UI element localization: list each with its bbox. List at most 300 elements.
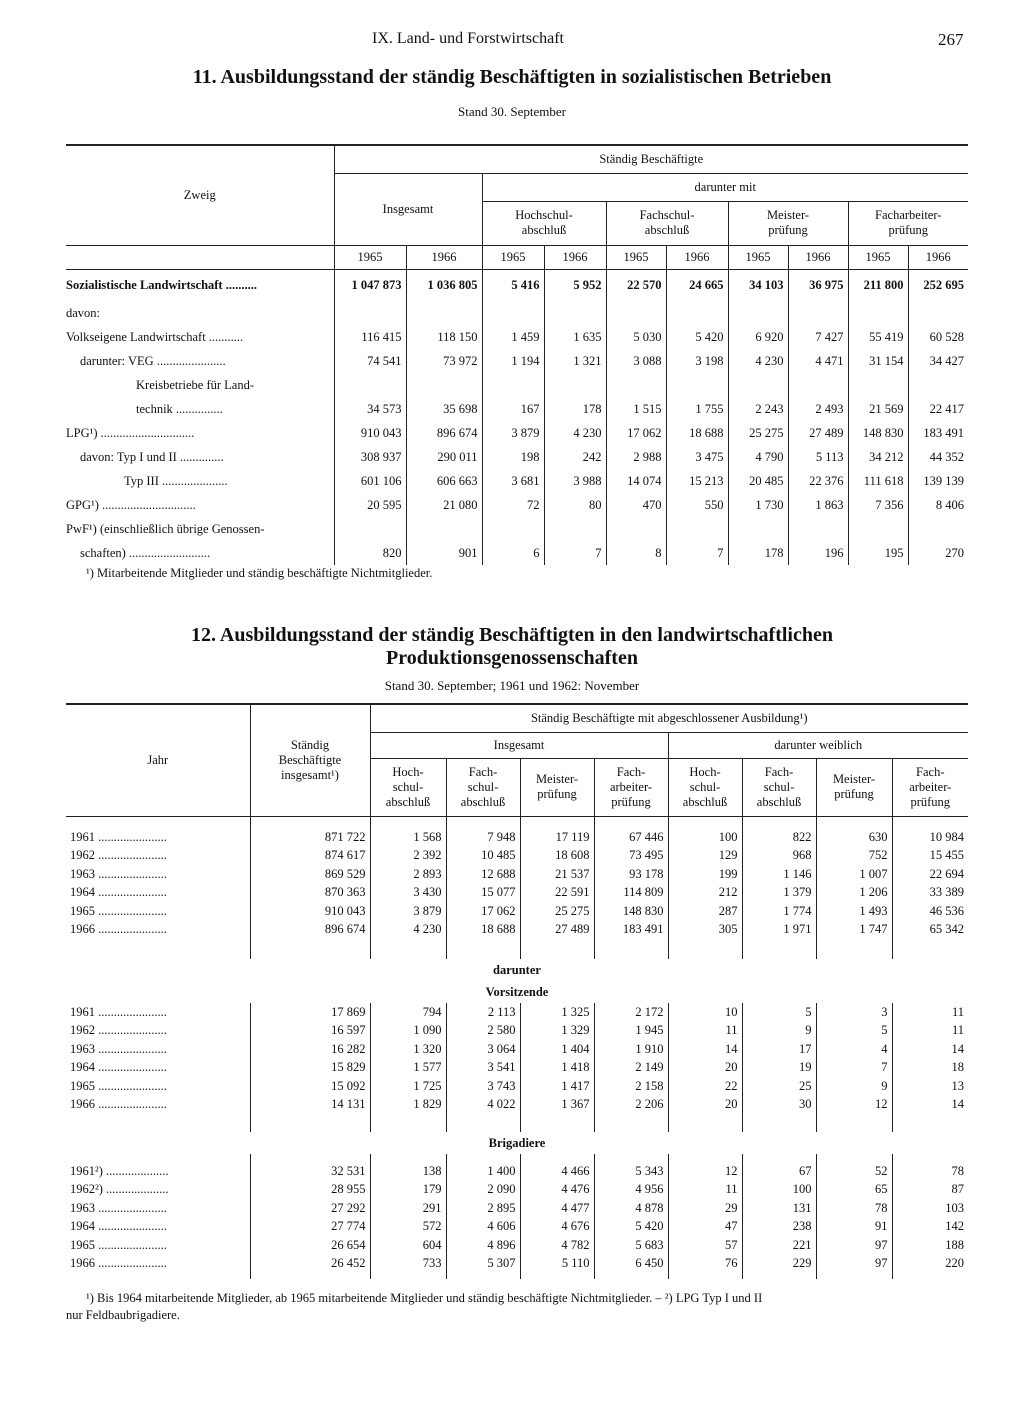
empty-cell: [892, 816, 968, 828]
data-cell: 968: [742, 847, 816, 866]
data-cell: 4 790: [728, 445, 788, 469]
table11-year: 1966: [666, 245, 728, 269]
empty-cell: [66, 816, 250, 828]
data-cell: 4 466: [520, 1162, 594, 1181]
data-cell: 1 320: [370, 1040, 446, 1059]
data-cell: 4 878: [594, 1199, 668, 1218]
data-cell: 2 580: [446, 1022, 520, 1041]
data-cell: 3 475: [666, 445, 728, 469]
data-cell: 27 292: [250, 1199, 370, 1218]
data-cell: 44 352: [908, 445, 968, 469]
page-number: 267: [938, 30, 964, 49]
data-cell: 606 663: [406, 469, 482, 493]
data-cell: 26 452: [250, 1255, 370, 1274]
data-cell: 73 972: [406, 349, 482, 373]
data-cell: [544, 517, 606, 541]
data-cell: 17 119: [520, 828, 594, 847]
empty-cell: [668, 1114, 742, 1132]
table12-col: Fach- schul- abschluß: [446, 758, 520, 816]
table-row: [66, 517, 968, 541]
data-cell: 220: [892, 1255, 968, 1274]
data-cell: [908, 373, 968, 397]
data-cell: 1 568: [370, 828, 446, 847]
table-row: [66, 541, 968, 565]
table11: [66, 144, 968, 565]
data-cell: 65 342: [892, 921, 968, 940]
empty-cell: [742, 1154, 816, 1162]
table12-col: Hoch- schul- abschluß: [370, 758, 446, 816]
row-year: 1966 ......................: [70, 1256, 167, 1271]
spacer-row: [66, 816, 968, 828]
spacer-row: [66, 1154, 968, 1162]
table12-group-header: Ständig Beschäftigte mit abgeschlossener Ausbildung¹): [370, 704, 968, 732]
empty-cell: [250, 1114, 370, 1132]
data-cell: 1 515: [606, 397, 666, 421]
data-cell: 18: [892, 1059, 968, 1078]
table11-year: 1965: [606, 245, 666, 269]
data-cell: 25 275: [728, 421, 788, 445]
data-cell: 131: [742, 1199, 816, 1218]
empty-cell: [446, 816, 520, 828]
empty-cell: [594, 1114, 668, 1132]
data-cell: 183 491: [908, 421, 968, 445]
data-cell: 5 030: [606, 325, 666, 349]
row-year: 1963 ......................: [70, 866, 167, 881]
empty-cell: [446, 1154, 520, 1162]
data-cell: 229: [742, 1255, 816, 1274]
data-cell: 794: [370, 1003, 446, 1022]
data-cell: [334, 373, 406, 397]
data-cell: 1 730: [728, 493, 788, 517]
table11-total-header: Insgesamt: [334, 173, 482, 245]
data-cell: 15 092: [250, 1077, 370, 1096]
darunter-label: [66, 959, 968, 981]
data-cell: 7 427: [788, 325, 848, 349]
data-cell: 10 984: [892, 828, 968, 847]
data-cell: 242: [544, 445, 606, 469]
data-cell: 1 325: [520, 1003, 594, 1022]
data-cell: 5 416: [482, 269, 544, 301]
brigadiere-label: [66, 1132, 968, 1154]
data-cell: 5 110: [520, 1255, 594, 1274]
data-cell: 221: [742, 1236, 816, 1255]
data-cell: 142: [892, 1218, 968, 1237]
empty-cell: [892, 1114, 968, 1132]
data-cell: 25: [742, 1077, 816, 1096]
empty-cell: [594, 939, 668, 959]
table-row: [66, 1218, 968, 1237]
table11-year: 1966: [544, 245, 606, 269]
row-year: 1965 ......................: [70, 1237, 167, 1252]
row-year: 1966 ......................: [70, 922, 167, 937]
row-year: 1965 ......................: [70, 903, 167, 918]
empty-cell: [370, 816, 446, 828]
data-cell: 12: [816, 1096, 892, 1115]
data-cell: 1 971: [742, 921, 816, 940]
data-cell: 820: [334, 541, 406, 565]
table12-footnote-line2: nur Feldbaubrigadiere.: [66, 1308, 180, 1322]
row-year: 1961 ......................: [70, 829, 167, 844]
empty-cell: [250, 816, 370, 828]
data-cell: [334, 517, 406, 541]
row-label: schaften) ..........................: [80, 545, 211, 560]
data-cell: 3 064: [446, 1040, 520, 1059]
data-cell: 1 725: [370, 1077, 446, 1096]
table12-col: Meister- prüfung: [816, 758, 892, 816]
data-cell: [544, 301, 606, 325]
table12-col: Meister- prüfung: [520, 758, 594, 816]
data-cell: 2 149: [594, 1059, 668, 1078]
data-cell: 18 608: [520, 847, 594, 866]
data-cell: 17: [742, 1040, 816, 1059]
data-cell: 2 243: [728, 397, 788, 421]
data-cell: 129: [668, 847, 742, 866]
spacer-row: [66, 939, 968, 959]
data-cell: 73 495: [594, 847, 668, 866]
data-cell: [908, 517, 968, 541]
data-cell: 287: [668, 902, 742, 921]
table12-title-line1: 12. Ausbildungsstand der ständig Beschäftigten in den landwirtschaftlichen: [191, 624, 833, 646]
data-cell: 148 830: [848, 421, 908, 445]
spacer-row: [66, 1273, 968, 1279]
data-cell: 1 910: [594, 1040, 668, 1059]
empty-cell: [250, 1273, 370, 1279]
row-year: 1962 ......................: [70, 1023, 167, 1038]
data-cell: 5 113: [788, 445, 848, 469]
table-row: [66, 325, 968, 349]
data-cell: 910 043: [250, 902, 370, 921]
table-row: [66, 1162, 968, 1181]
data-cell: 4 230: [728, 349, 788, 373]
data-cell: 14 074: [606, 469, 666, 493]
data-cell: 72: [482, 493, 544, 517]
row-label: technik ...............: [136, 401, 223, 416]
data-cell: 572: [370, 1218, 446, 1237]
data-cell: 13: [892, 1077, 968, 1096]
table-row: [66, 301, 968, 325]
data-cell: 18 688: [666, 421, 728, 445]
table-row: [66, 847, 968, 866]
data-cell: 871 722: [250, 828, 370, 847]
data-cell: 14: [668, 1040, 742, 1059]
data-cell: 33 389: [892, 884, 968, 903]
table-row: [66, 1040, 968, 1059]
data-cell: 34 103: [728, 269, 788, 301]
table-row: [66, 493, 968, 517]
data-cell: 10: [668, 1003, 742, 1022]
table11-year: 1965: [334, 245, 406, 269]
data-cell: 270: [908, 541, 968, 565]
data-cell: 822: [742, 828, 816, 847]
data-cell: 3 988: [544, 469, 606, 493]
data-cell: 1 379: [742, 884, 816, 903]
data-cell: [606, 373, 666, 397]
data-cell: 74 541: [334, 349, 406, 373]
data-cell: 733: [370, 1255, 446, 1274]
table12-title-line2: Produktionsgenossenschaften: [386, 647, 638, 669]
table11-year: 1965: [728, 245, 788, 269]
data-cell: 4 676: [520, 1218, 594, 1237]
empty-cell: [370, 1273, 446, 1279]
data-cell: 308 937: [334, 445, 406, 469]
data-cell: 32 531: [250, 1162, 370, 1181]
empty-cell: [66, 1273, 250, 1279]
data-cell: 11: [668, 1022, 742, 1041]
data-cell: 6: [482, 541, 544, 565]
running-header: [0, 30, 1024, 54]
row-year: 1963 ......................: [70, 1200, 167, 1215]
data-cell: 67: [742, 1162, 816, 1181]
row-label: LPG¹) ..............................: [66, 425, 195, 440]
data-cell: 16 282: [250, 1040, 370, 1059]
data-cell: 183 491: [594, 921, 668, 940]
row-year: 1965 ......................: [70, 1078, 167, 1093]
table12-col: Hoch- schul- abschluß: [668, 758, 742, 816]
data-cell: 752: [816, 847, 892, 866]
table-row: [66, 1181, 968, 1200]
data-cell: [606, 301, 666, 325]
data-cell: 252 695: [908, 269, 968, 301]
data-cell: 111 618: [848, 469, 908, 493]
table12-col: Fach- schul- abschluß: [742, 758, 816, 816]
empty-cell: [370, 1114, 446, 1132]
data-cell: 167: [482, 397, 544, 421]
table11-year: 1966: [406, 245, 482, 269]
table-row: [66, 828, 968, 847]
row-label: Sozialistische Landwirtschaft ..........: [66, 277, 257, 292]
table11-col-fachschul: Fachschul- abschluß: [606, 201, 728, 245]
data-cell: 20 595: [334, 493, 406, 517]
data-cell: 4 606: [446, 1218, 520, 1237]
data-cell: 67 446: [594, 828, 668, 847]
data-cell: 4 471: [788, 349, 848, 373]
data-cell: 114 809: [594, 884, 668, 903]
data-cell: [788, 517, 848, 541]
data-cell: 97: [816, 1255, 892, 1274]
data-cell: 7 356: [848, 493, 908, 517]
data-cell: 870 363: [250, 884, 370, 903]
data-cell: 27 489: [788, 421, 848, 445]
data-cell: [666, 301, 728, 325]
row-label: PwF¹) (einschließlich übrige Genossen-: [66, 521, 265, 536]
empty-cell: [742, 939, 816, 959]
data-cell: 212: [668, 884, 742, 903]
table12-total-header: Ständig Beschäftigte insgesamt¹): [250, 704, 370, 816]
data-cell: [482, 373, 544, 397]
data-cell: 1 036 805: [406, 269, 482, 301]
data-cell: [334, 301, 406, 325]
data-cell: 1 493: [816, 902, 892, 921]
data-cell: 896 674: [250, 921, 370, 940]
data-cell: 16 597: [250, 1022, 370, 1041]
data-cell: 25 275: [520, 902, 594, 921]
table-row: [66, 902, 968, 921]
data-cell: 14: [892, 1096, 968, 1115]
data-cell: 470: [606, 493, 666, 517]
data-cell: 20 485: [728, 469, 788, 493]
data-cell: 97: [816, 1236, 892, 1255]
data-cell: 24 665: [666, 269, 728, 301]
data-cell: 15 829: [250, 1059, 370, 1078]
data-cell: 7: [816, 1059, 892, 1078]
table-row: [66, 1022, 968, 1041]
row-year: 1961²) ....................: [70, 1163, 169, 1178]
data-cell: 27 489: [520, 921, 594, 940]
table12: [66, 703, 968, 1279]
spacer-row: [66, 1114, 968, 1132]
data-cell: 93 178: [594, 865, 668, 884]
data-cell: 6 920: [728, 325, 788, 349]
table-row: [66, 884, 968, 903]
empty-cell: [446, 939, 520, 959]
data-cell: 29: [668, 1199, 742, 1218]
data-cell: 291: [370, 1199, 446, 1218]
table12-subtitle: Stand 30. September; 1961 und 1962: November: [384, 678, 640, 693]
table-row: [66, 1059, 968, 1078]
data-cell: [666, 517, 728, 541]
data-cell: 2 090: [446, 1181, 520, 1200]
data-cell: 138: [370, 1162, 446, 1181]
data-cell: 1 206: [816, 884, 892, 903]
table-row: [66, 469, 968, 493]
data-cell: 179: [370, 1181, 446, 1200]
data-cell: 11: [892, 1022, 968, 1041]
table-row: [66, 865, 968, 884]
data-cell: 1 863: [788, 493, 848, 517]
table12-stub-header: Jahr: [66, 704, 250, 816]
table11-darunter-header: darunter mit: [482, 173, 968, 201]
table-row: [66, 1236, 968, 1255]
data-cell: 3 430: [370, 884, 446, 903]
data-cell: 1 459: [482, 325, 544, 349]
data-cell: 2 895: [446, 1199, 520, 1218]
data-cell: 2 206: [594, 1096, 668, 1115]
empty-cell: [668, 939, 742, 959]
data-cell: 5 420: [594, 1218, 668, 1237]
empty-cell: [594, 1154, 668, 1162]
data-cell: 46 536: [892, 902, 968, 921]
empty-cell: [668, 816, 742, 828]
table-row: [66, 1199, 968, 1218]
data-cell: 5 307: [446, 1255, 520, 1274]
table-row: [66, 397, 968, 421]
empty-cell: [66, 939, 250, 959]
data-cell: 4 782: [520, 1236, 594, 1255]
data-cell: 11: [892, 1003, 968, 1022]
data-cell: 12: [668, 1162, 742, 1181]
data-cell: 60 528: [908, 325, 968, 349]
row-label: Typ III .....................: [124, 473, 228, 488]
empty-cell: [668, 1154, 742, 1162]
data-cell: 550: [666, 493, 728, 517]
data-cell: [406, 373, 482, 397]
data-cell: 4 230: [544, 421, 606, 445]
data-cell: 31 154: [848, 349, 908, 373]
data-cell: 630: [816, 828, 892, 847]
data-cell: 305: [668, 921, 742, 940]
data-cell: 55 419: [848, 325, 908, 349]
brigadiere-label-text: Brigadiere: [488, 1135, 546, 1150]
row-label: darunter: VEG ......................: [80, 353, 226, 368]
empty-cell: [742, 1114, 816, 1132]
row-label: davon: Typ I und II ..............: [80, 449, 224, 464]
data-cell: 2 893: [370, 865, 446, 884]
empty-cell: [668, 1273, 742, 1279]
data-cell: 2 392: [370, 847, 446, 866]
empty-cell: [370, 939, 446, 959]
data-cell: 8: [606, 541, 666, 565]
data-cell: 4 956: [594, 1181, 668, 1200]
empty-cell: [520, 816, 594, 828]
data-cell: 1 090: [370, 1022, 446, 1041]
data-cell: 1 329: [520, 1022, 594, 1041]
table12-weiblich-header: darunter weiblich: [668, 732, 968, 758]
data-cell: 211 800: [848, 269, 908, 301]
table11-col-facharbeiter: Facharbeiter- prüfung: [848, 201, 968, 245]
data-cell: 188: [892, 1236, 968, 1255]
data-cell: 1 577: [370, 1059, 446, 1078]
data-cell: 1 635: [544, 325, 606, 349]
data-cell: 20: [668, 1096, 742, 1115]
data-cell: 4: [816, 1040, 892, 1059]
data-cell: 9: [816, 1077, 892, 1096]
data-cell: 17 869: [250, 1003, 370, 1022]
data-cell: 14 131: [250, 1096, 370, 1115]
data-cell: 290 011: [406, 445, 482, 469]
data-cell: 6 450: [594, 1255, 668, 1274]
data-cell: 7: [666, 541, 728, 565]
empty-cell: [892, 1273, 968, 1279]
data-cell: 5 343: [594, 1162, 668, 1181]
data-cell: 76: [668, 1255, 742, 1274]
empty-cell: [742, 816, 816, 828]
empty-cell: [594, 1273, 668, 1279]
row-label: Volkseigene Landwirtschaft ...........: [66, 329, 244, 344]
table-row: [66, 1077, 968, 1096]
data-cell: 21 537: [520, 865, 594, 884]
data-cell: 910 043: [334, 421, 406, 445]
data-cell: 3 541: [446, 1059, 520, 1078]
data-cell: 4 896: [446, 1236, 520, 1255]
data-cell: 4 476: [520, 1181, 594, 1200]
data-cell: 1 418: [520, 1059, 594, 1078]
data-cell: 15 455: [892, 847, 968, 866]
data-cell: 7 948: [446, 828, 520, 847]
empty-cell: [370, 1154, 446, 1162]
data-cell: 2 988: [606, 445, 666, 469]
data-cell: 65: [816, 1181, 892, 1200]
data-cell: 5 952: [544, 269, 606, 301]
data-cell: 15 213: [666, 469, 728, 493]
data-cell: 1 321: [544, 349, 606, 373]
data-cell: [406, 517, 482, 541]
data-cell: 139 139: [908, 469, 968, 493]
data-cell: [544, 373, 606, 397]
empty-cell: [66, 1114, 250, 1132]
data-cell: [908, 301, 968, 325]
data-cell: 148 830: [594, 902, 668, 921]
table11-col-meister: Meister- prüfung: [728, 201, 848, 245]
table-row: [66, 1096, 968, 1115]
data-cell: 17 062: [446, 902, 520, 921]
data-cell: 874 617: [250, 847, 370, 866]
row-year: 1962²) ....................: [70, 1182, 169, 1197]
data-cell: 118 150: [406, 325, 482, 349]
data-cell: 1 945: [594, 1022, 668, 1041]
data-cell: 28 955: [250, 1181, 370, 1200]
empty-cell: [816, 816, 892, 828]
data-cell: 20: [668, 1059, 742, 1078]
